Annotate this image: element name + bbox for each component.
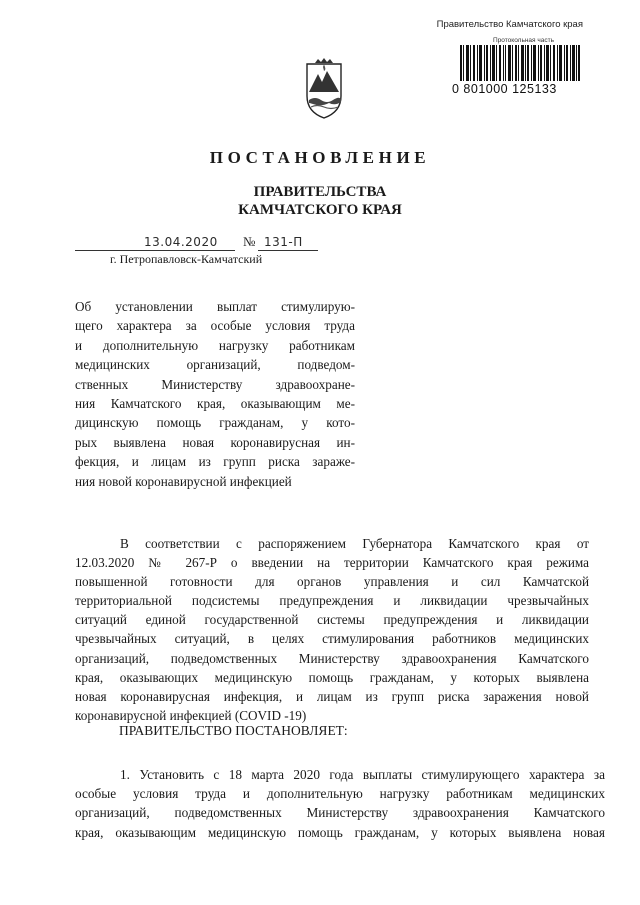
number-rule — [258, 250, 318, 251]
subject-line: фекция, и лицам из групп риска зараже- — [75, 454, 355, 470]
subject-line: рых выявлена новая коронавирусная ин- — [75, 434, 355, 450]
preamble-line: территориальной подсистемы предупреждения и ликвидации чрезвычайных — [75, 593, 589, 609]
subject-line: медицинских организаций, подведом- — [75, 357, 355, 373]
stamp-subtitle: Протокольная часть — [493, 37, 554, 44]
number-sign: № — [243, 234, 256, 249]
preamble-line: повышенной готовности для органов управления и сил Камчатской — [75, 574, 589, 590]
clause-line: края, оказывающим медицинскую помощь гражданам, у которых выявлена новая — [75, 824, 605, 840]
document-number: 131-П — [264, 235, 303, 249]
org-stamp: Правительство Камчатского края — [436, 19, 583, 30]
preamble-line: организаций, подведомственных Министерству здравоохранения Камчатского — [75, 650, 589, 666]
issuer-line-2: КАМЧАТСКОГО КРАЯ — [238, 202, 402, 218]
subject-line: ния новой коронавирусной инфекцией — [75, 473, 292, 489]
clause-line: организаций, подведомственных Министерству здравоохранения Камчатского — [75, 805, 605, 821]
barcode-number: 0 801000 125133 — [452, 82, 557, 96]
document-subject — [75, 297, 355, 491]
preamble-line: чрезвычайных ситуаций, в целях стимулирования работников медицинских — [75, 631, 589, 647]
document-type: ПОСТАНОВЛЕНИЕ — [209, 148, 431, 167]
date-rule — [75, 250, 235, 251]
preamble-line: новая коронавирусная инфекция, и лицам из групп риска заражения новой — [75, 688, 589, 704]
preamble-line: коронавирусной инфекцией (COVID -19) — [75, 707, 307, 723]
preamble — [75, 534, 589, 725]
document-date: 13.04.2020 — [144, 235, 218, 249]
preamble-line: края, оказывающих медицинскую помощь гражданам, у которых выявлена — [75, 669, 589, 685]
preamble-line: ситуаций единой государственной системы предупреждения и ликвидации — [75, 612, 589, 628]
clause-1 — [75, 765, 605, 842]
subject-line: ния Камчатского края, оказывающим ме- — [75, 396, 355, 412]
clause-line: 1. Установить с 18 марта 2020 года выплаты стимулирующего характера за — [120, 767, 605, 782]
subject-line: ственных Министерству здравоохране- — [75, 376, 355, 392]
clause-line: особые условия труда и дополнительную нагрузку работникам медицинских — [75, 786, 605, 802]
kamchatka-coat-of-arms-icon — [301, 58, 347, 120]
preamble-line: В соответствии с распоряжением Губернатора Камчатского края от — [120, 536, 589, 551]
subject-line: и дополнительную нагрузку работникам — [75, 337, 355, 353]
issuer-line-1: ПРАВИТЕЛЬСТВА — [253, 184, 387, 200]
subject-line: Об установлении выплат стимулирую- — [75, 299, 355, 314]
city-line: г. Петропавловск-Камчатский — [110, 252, 263, 266]
subject-line: щего характера за особые условия труда — [75, 318, 355, 334]
resolution-heading: ПРАВИТЕЛЬСТВО ПОСТАНОВЛЯЕТ: — [119, 723, 348, 738]
preamble-line: 12.03.2020 № 267-Р о введении на территории Камчатского края режима — [75, 555, 589, 571]
subject-line: дицинскую помощь гражданам, у кото- — [75, 415, 355, 431]
barcode — [460, 45, 580, 81]
